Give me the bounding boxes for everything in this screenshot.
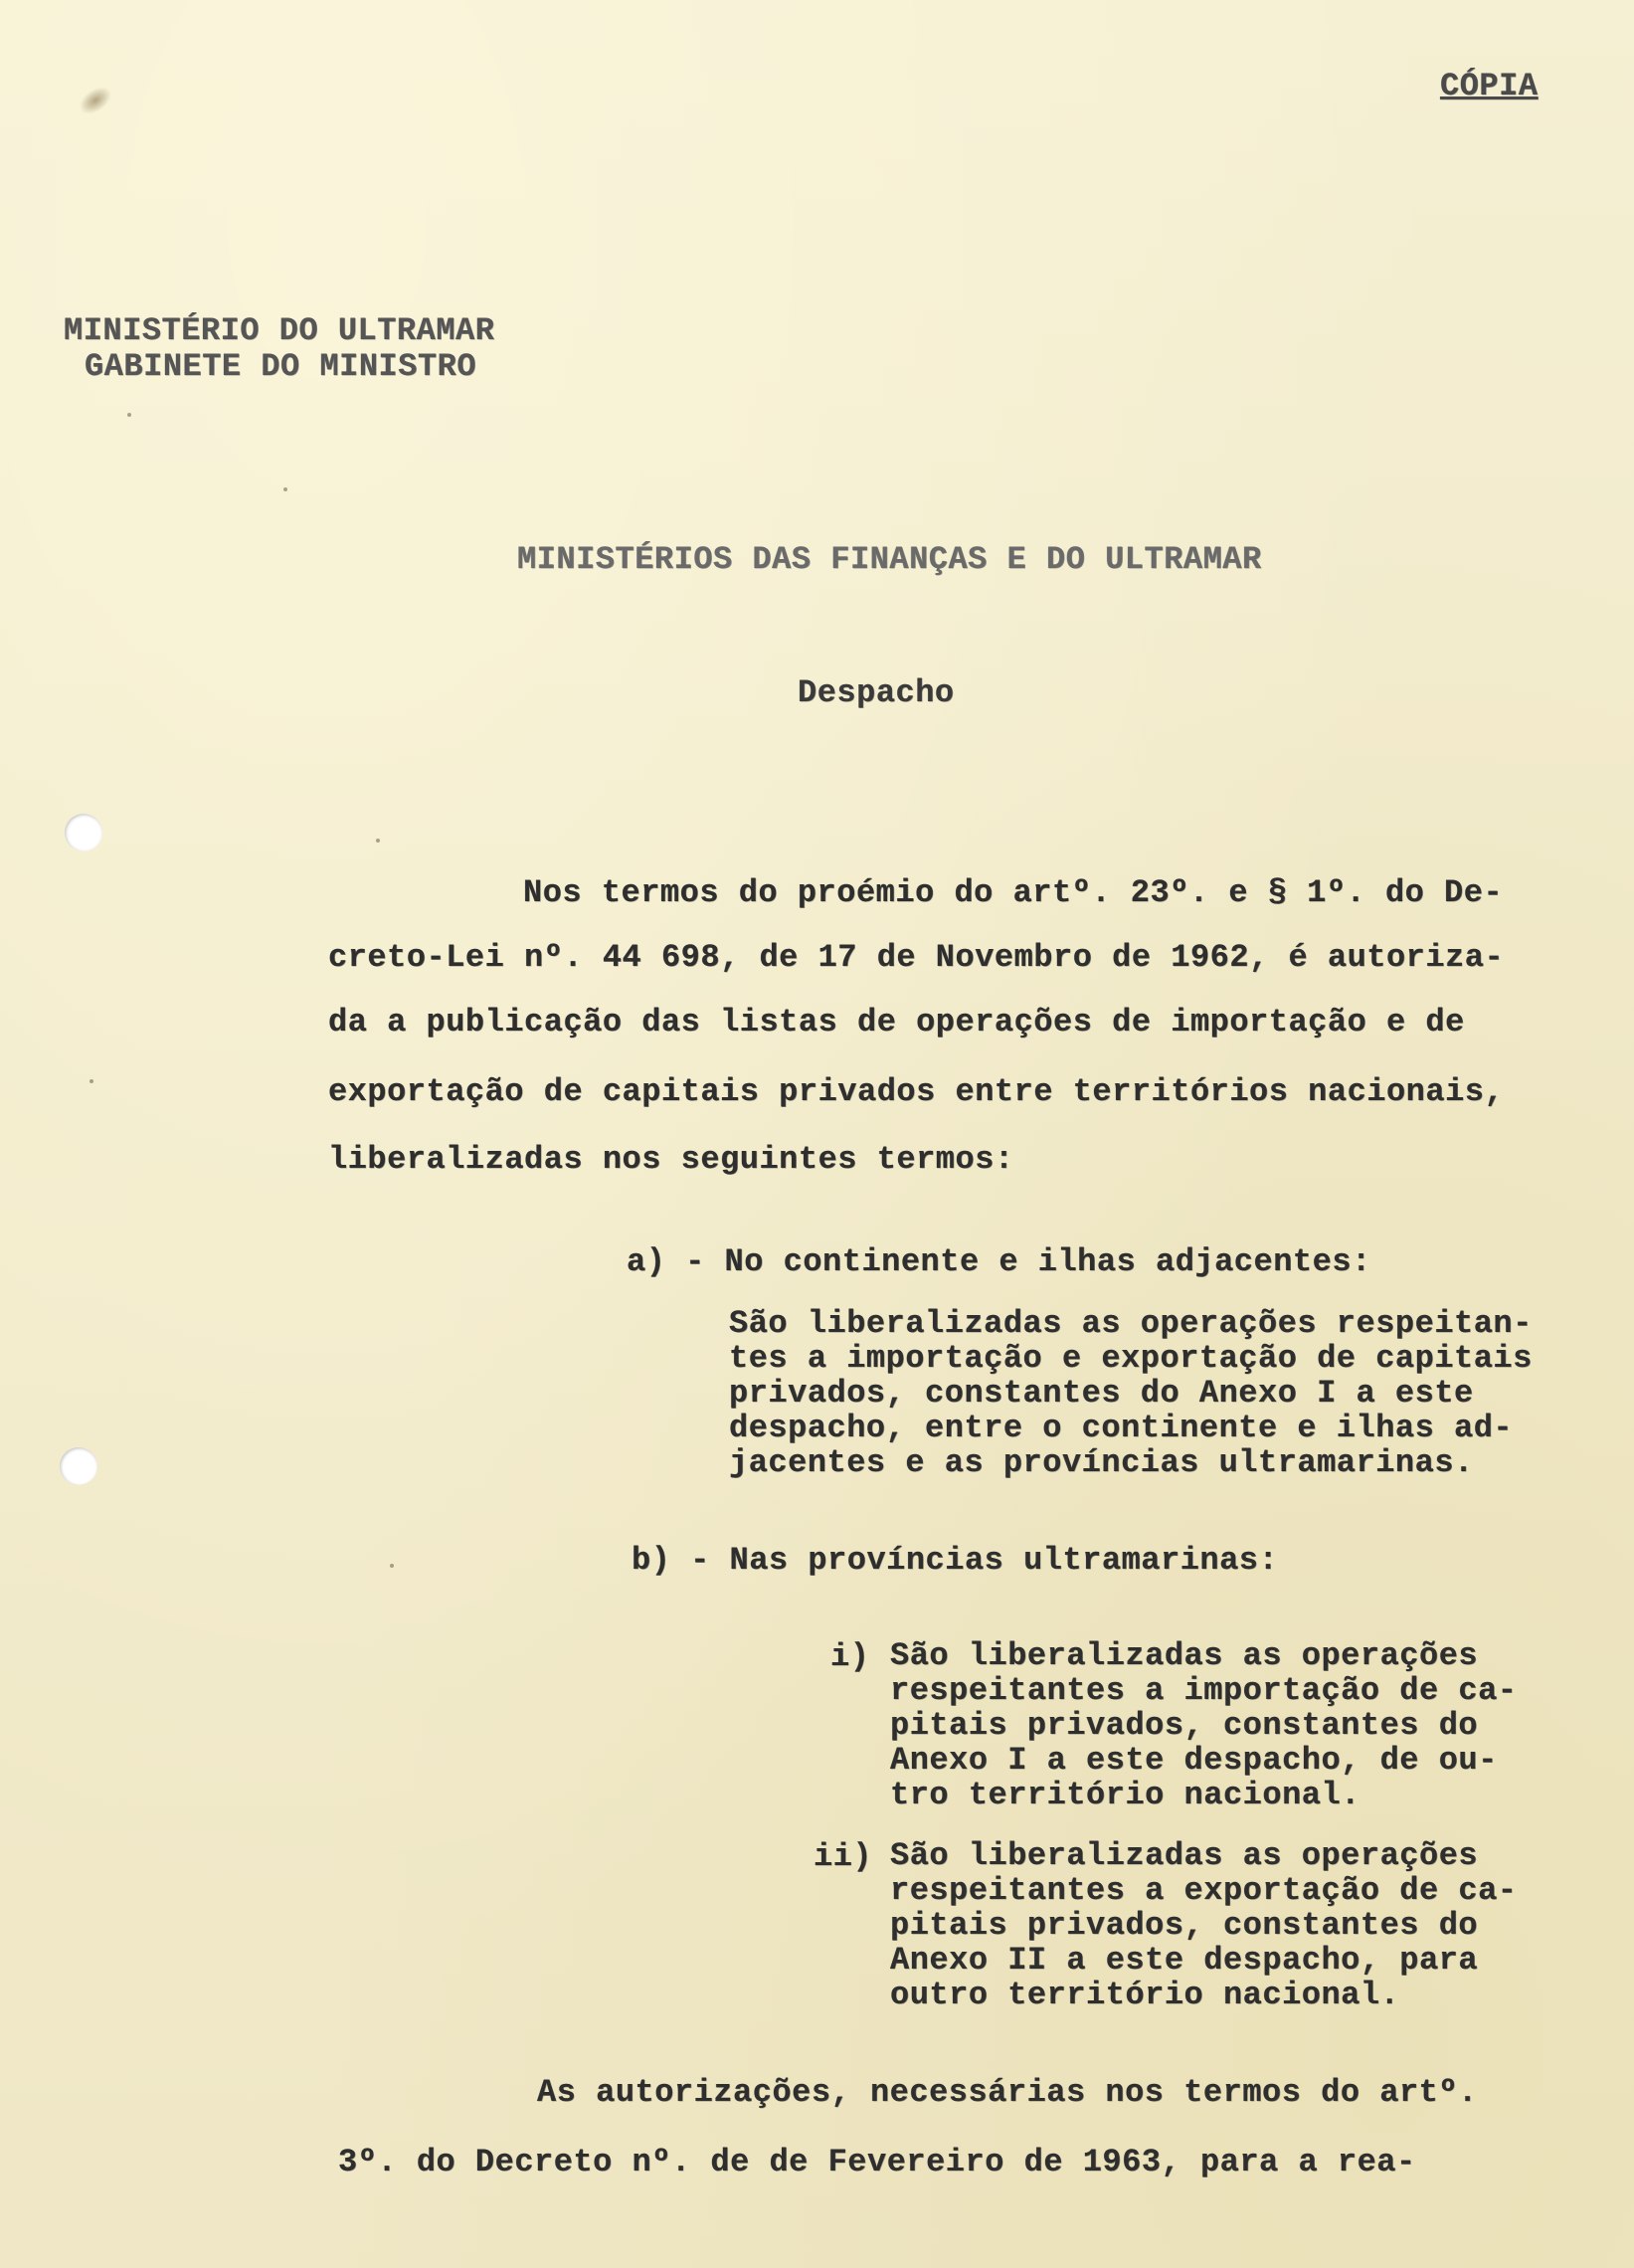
sub-item-i-line: São liberalizadas as operações <box>890 1637 1479 1674</box>
sub-item-ii-line: outro território nacional. <box>890 1977 1400 2013</box>
paper-speck <box>127 413 131 417</box>
paragraph-line: exportação de capitais privados entre territórios nacionais, <box>328 1073 1505 1110</box>
sub-item-i-line: pitais privados, constantes do <box>890 1707 1479 1744</box>
sub-item-i-label: i) <box>830 1638 870 1675</box>
paragraph-line: creto-Lei nº. 44 698, de 17 de Novembro de 1962, é autoriza- <box>328 939 1505 976</box>
sub-item-ii-line: pitais privados, constantes do <box>890 1907 1479 1944</box>
sub-item-i-line: tro território nacional. <box>890 1777 1361 1813</box>
paper-speck <box>283 487 287 491</box>
item-a-line: tes a importação e exportação de capitais <box>729 1340 1533 1377</box>
header-cabinet: GABINETE DO MINISTRO <box>85 348 477 385</box>
sub-item-ii-label: ii) <box>814 1838 873 1875</box>
paragraph-line: As autorizações, necessárias nos termos do artº. <box>537 2074 1478 2111</box>
paper-speck <box>90 1079 93 1083</box>
title-despacho: Despacho <box>798 674 955 711</box>
punch-hole <box>60 1447 97 1485</box>
sub-item-ii-line: respeitantes a exportação de ca- <box>890 1872 1518 1909</box>
item-a-heading: a) - No continente e ilhas adjacentes: <box>627 1243 1371 1280</box>
punch-hole <box>65 814 102 851</box>
paragraph-line: liberalizadas nos seguintes termos: <box>328 1141 1014 1178</box>
sub-item-i-text <box>890 1638 1518 1812</box>
paragraph-line: Nos termos do proémio do artº. 23º. e § 1º. do De- <box>523 874 1504 911</box>
item-a-line: São liberalizadas as operações respeitan- <box>729 1305 1533 1342</box>
item-b-heading: b) - Nas províncias ultramarinas: <box>632 1542 1279 1579</box>
sub-item-ii-line: São liberalizadas as operações <box>890 1837 1479 1874</box>
paper-smudge <box>75 82 116 120</box>
header-ministry: MINISTÉRIO DO ULTRAMAR <box>64 312 495 349</box>
item-a-text <box>729 1306 1533 1480</box>
item-a-line: despacho, entre o continente e ilhas ad- <box>729 1410 1514 1446</box>
title-ministries: MINISTÉRIOS DAS FINANÇAS E DO ULTRAMAR <box>517 541 1262 578</box>
sub-item-ii-text <box>890 1838 1518 2012</box>
paragraph-line: da a publicação das listas de operações de importação e de <box>328 1004 1465 1040</box>
sub-item-ii-line: Anexo II a este despacho, para <box>890 1942 1479 1979</box>
copy-stamp: CÓPIA <box>1440 68 1539 104</box>
paper-speck <box>390 1564 394 1568</box>
item-a-line: privados, constantes do Anexo I a este <box>729 1375 1474 1412</box>
paper-speck <box>376 839 380 843</box>
paragraph-line: 3º. do Decreto nº. de de Fevereiro de 1963, para a rea- <box>338 2144 1416 2180</box>
item-a-line: jacentes e as províncias ultramarinas. <box>729 1444 1474 1481</box>
sub-item-i-line: Anexo I a este despacho, de ou- <box>890 1742 1498 1779</box>
sub-item-i-line: respeitantes a importação de ca- <box>890 1672 1518 1709</box>
